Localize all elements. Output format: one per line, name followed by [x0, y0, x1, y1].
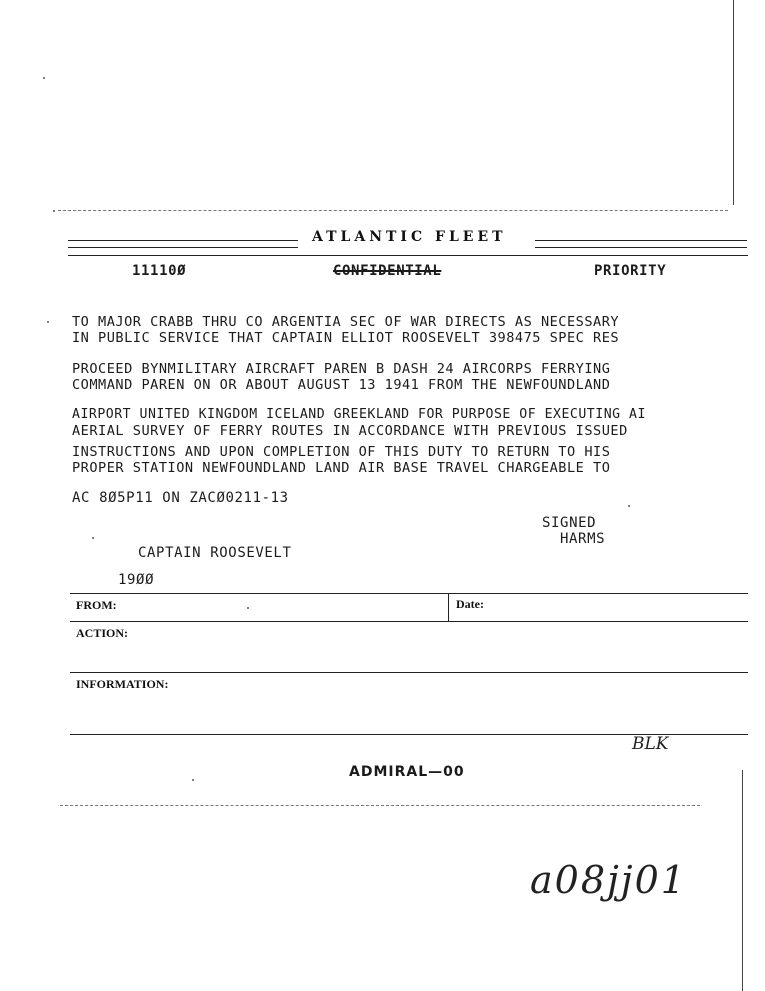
form-rule-from — [70, 593, 748, 594]
body-line-2: IN PUBLIC SERVICE THAT CAPTAIN ELLIOT ROOSEVELT 398475 SPEC RES — [72, 330, 620, 346]
from-label: FROM: — [76, 598, 117, 612]
archive-code-handwritten: a08jj01 — [530, 858, 687, 902]
body-line-5: AIRPORT UNITED KINGDOM ICELAND GREEKLAND FOR PURPOSE OF EXECUTING AI — [72, 407, 646, 422]
body-line-4: COMMAND PAREN ON OR ABOUT AUGUST 13 1941 FROM THE NEWFOUNDLAND — [72, 377, 611, 393]
time-group: 19ØØ — [118, 572, 155, 588]
handwritten-initials: BLK — [632, 734, 669, 754]
scan-speck — [192, 779, 194, 781]
precedence-label: PRIORITY — [594, 263, 667, 279]
form-rule-action — [70, 621, 748, 622]
body-line-7: INSTRUCTIONS AND UPON COMPLETION OF THIS DUTY TO RETURN TO HIS — [72, 444, 611, 460]
fleet-title: ATLANTIC FLEET — [312, 229, 507, 245]
header-rule-bottom — [68, 255, 748, 256]
scan-speck — [47, 321, 49, 323]
header-rule-left-1 — [68, 240, 298, 241]
header-rule-right-1 — [535, 240, 747, 241]
date-label: Date: — [456, 597, 484, 611]
information-label: INFORMATION: — [76, 677, 169, 691]
scan-speck — [53, 210, 55, 212]
scan-speck — [43, 77, 45, 79]
form-rule-information — [70, 672, 748, 673]
right-edge-mark-lower — [742, 770, 743, 991]
scan-speck — [628, 505, 630, 507]
action-label: ACTION: — [76, 626, 129, 640]
accounting-line: AC 8Ø5P11 ON ZACØ0211-13 — [72, 490, 289, 506]
body-line-1: TO MAJOR CRABB THRU CO ARGENTIA SEC OF WAR DIRECTS AS NECESSARY — [72, 314, 620, 330]
body-line-8: PROPER STATION NEWFOUNDLAND LAND AIR BASE TRAVEL CHARGEABLE TO — [72, 460, 611, 476]
bottom-perforation-line — [60, 805, 700, 806]
from-date-divider — [448, 593, 449, 621]
footer-label: ADMIRAL—00 — [349, 764, 465, 780]
signer-name: HARMS — [560, 531, 606, 547]
scan-speck — [247, 607, 249, 609]
scan-speck — [92, 537, 94, 539]
message-number: 11110Ø — [132, 263, 187, 279]
classification-stamp: CONFIDENTIAL — [333, 263, 442, 279]
signed-label: SIGNED — [542, 515, 597, 531]
body-line-3: PROCEED BYNMILITARY AIRCRAFT PAREN B DASH 24 AIRCORPS FERRYING — [72, 361, 611, 377]
right-edge-mark — [733, 0, 734, 205]
body-line-6: AERIAL SURVEY OF FERRY ROUTES IN ACCORDANCE WITH PREVIOUS ISSUED — [72, 423, 628, 439]
header-rule-right-2 — [535, 247, 747, 248]
addressee: CAPTAIN ROOSEVELT — [138, 545, 292, 561]
header-rule-left-2 — [68, 247, 298, 248]
top-perforation-line — [58, 210, 728, 211]
